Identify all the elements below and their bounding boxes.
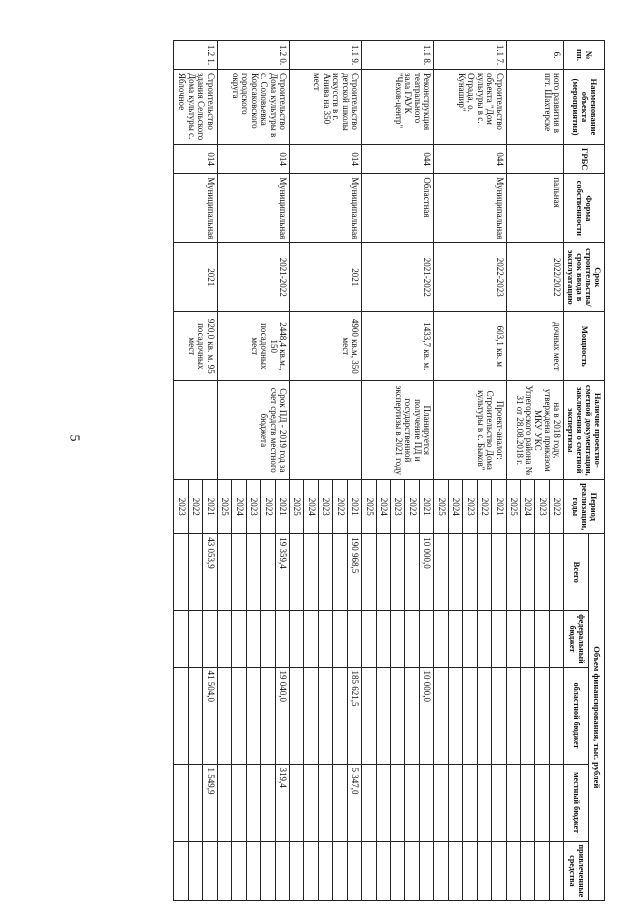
col-attracted: привлеченные средства: [564, 841, 589, 901]
col-total: Всего: [564, 534, 589, 611]
row-total: [304, 534, 318, 611]
row-federal: [549, 611, 563, 667]
row-year: 2023: [318, 480, 332, 534]
row-total: [376, 534, 390, 611]
row-term: 2022-2023: [434, 243, 506, 312]
row-federal: [188, 611, 202, 667]
row-design: Срок ПД - 2019 год за счет средств местного бюджета: [217, 381, 289, 480]
row-capacity: 603,1 кв. м: [434, 312, 506, 381]
row-attracted: [405, 841, 419, 901]
row-num: 1.2 1.: [174, 41, 217, 70]
row-year: 2024: [521, 480, 535, 534]
row-regional: [174, 667, 188, 764]
col-design: Наличие проектно-сметной документации, заключения о сметной экспертизы: [564, 381, 605, 480]
row-total: 19 359,4: [275, 534, 289, 611]
row-federal: [535, 611, 549, 667]
row-total: [492, 534, 506, 611]
table-row: [203, 41, 217, 901]
row-attracted: [188, 841, 202, 901]
row-year: 2024: [448, 480, 462, 534]
row-federal: [318, 611, 332, 667]
row-attracted: [290, 841, 304, 901]
row-grbs: 044: [362, 145, 434, 174]
col-ownership: Форма собственности: [564, 174, 605, 243]
row-regional: 19 040,0: [275, 667, 289, 764]
row-local: [506, 764, 520, 841]
col-period: Период реализации, годы: [564, 480, 605, 534]
row-year: 2023: [463, 480, 477, 534]
row-design: Проект-аналог: Строительство Дома культуры в с. Быков": [434, 381, 506, 480]
row-term: 2021: [174, 243, 217, 312]
row-total: [246, 534, 260, 611]
col-term: Срок строительства/срок ввода в эксплуатацию: [564, 243, 605, 312]
row-regional: 41 504,0: [203, 667, 217, 764]
row-regional: [188, 667, 202, 764]
row-total: [434, 534, 448, 611]
row-grbs: 014: [174, 145, 217, 174]
row-year: 2024: [376, 480, 390, 534]
row-local: 5 347,0: [347, 764, 361, 841]
row-num: 1.1 7.: [434, 41, 506, 70]
row-year: 2023: [246, 480, 260, 534]
row-year: 2024: [304, 480, 318, 534]
row-num: 1.2 0.: [217, 41, 289, 70]
row-local: [549, 764, 563, 841]
row-attracted: [463, 841, 477, 901]
row-local: [405, 764, 419, 841]
row-local: [232, 764, 246, 841]
row-attracted: [304, 841, 318, 901]
row-year: 2021: [347, 480, 361, 534]
row-year: 2025: [217, 480, 231, 534]
col-name: Наименование объекта (мероприятия): [564, 70, 605, 145]
row-regional: 185 621,5: [347, 667, 361, 764]
row-federal: [492, 611, 506, 667]
row-year: 2025: [506, 480, 520, 534]
row-term: 2021-2022: [217, 243, 289, 312]
row-total: [217, 534, 231, 611]
row-federal: [232, 611, 246, 667]
row-regional: [549, 667, 563, 764]
row-regional: [290, 667, 304, 764]
col-local: местный бюджет: [564, 764, 589, 841]
row-capacity: 4900 кв.м, 350 мест: [290, 312, 362, 381]
row-federal: [275, 611, 289, 667]
row-term: 2021-2022: [362, 243, 434, 312]
row-local: [492, 764, 506, 841]
row-local: [304, 764, 318, 841]
row-federal: [174, 611, 188, 667]
row-attracted: [246, 841, 260, 901]
row-regional: [521, 667, 535, 764]
row-name: Реконструкция театрального зала ГАУК "Чехов-центр": [362, 70, 434, 145]
table-row: [419, 41, 433, 901]
row-grbs: 044: [434, 145, 506, 174]
row-ownership: Областная: [362, 174, 434, 243]
row-name: Строительство детской школы искусств в г. Анива на 350 мест: [290, 70, 362, 145]
row-local: [217, 764, 231, 841]
row-num: 1.1 8.: [362, 41, 434, 70]
row-local: 1 549,9: [203, 764, 217, 841]
row-total: 10 000,0: [419, 534, 433, 611]
row-term: 2022/2022: [506, 243, 564, 312]
row-federal: [391, 611, 405, 667]
row-regional: [217, 667, 231, 764]
row-federal: [333, 611, 347, 667]
row-regional: [535, 667, 549, 764]
row-total: [506, 534, 520, 611]
row-regional: [448, 667, 462, 764]
row-federal: [246, 611, 260, 667]
row-attracted: [492, 841, 506, 901]
row-grbs: [506, 145, 564, 174]
row-year: 2025: [290, 480, 304, 534]
row-federal: [448, 611, 462, 667]
row-total: [362, 534, 376, 611]
row-regional: [362, 667, 376, 764]
row-regional: [304, 667, 318, 764]
row-local: [434, 764, 448, 841]
row-local: [521, 764, 535, 841]
row-attracted: [232, 841, 246, 901]
col-federal: федеральный бюджет: [564, 611, 589, 667]
row-attracted: [448, 841, 462, 901]
row-total: [477, 534, 491, 611]
row-federal: [477, 611, 491, 667]
row-federal: [419, 611, 433, 667]
row-local: [174, 764, 188, 841]
row-year: 2023: [174, 480, 188, 534]
row-year: 2023: [535, 480, 549, 534]
row-year: 2022: [333, 480, 347, 534]
row-local: [290, 764, 304, 841]
row-local: [376, 764, 390, 841]
row-total: [391, 534, 405, 611]
col-funding: Объем финансирования, тыс. рублей: [589, 534, 605, 901]
row-local: [333, 764, 347, 841]
row-name: ного развития в пгт. Шахтерске: [506, 70, 564, 145]
row-ownership: Муниципальная: [434, 174, 506, 243]
row-local: [188, 764, 202, 841]
row-regional: [405, 667, 419, 764]
row-regional: [463, 667, 477, 764]
row-total: [463, 534, 477, 611]
row-total: [261, 534, 275, 611]
row-federal: [203, 611, 217, 667]
row-total: [448, 534, 462, 611]
row-local: [535, 764, 549, 841]
row-regional: [506, 667, 520, 764]
table-row: [275, 41, 289, 901]
row-capacity: 1433,7 кв. м.: [362, 312, 434, 381]
row-total: 43 053,9: [203, 534, 217, 611]
row-federal: [434, 611, 448, 667]
row-total: [535, 534, 549, 611]
financing-table: [174, 40, 606, 901]
row-local: [477, 764, 491, 841]
row-total: [549, 534, 563, 611]
table-body: [174, 41, 564, 901]
row-name: Строительство Дома культуры в с. Соловьевка Корсаковского городского округа: [217, 70, 289, 145]
row-local: [362, 764, 376, 841]
col-capacity: Мощность: [564, 312, 605, 381]
row-attracted: [203, 841, 217, 901]
row-regional: [333, 667, 347, 764]
row-attracted: [275, 841, 289, 901]
row-federal: [362, 611, 376, 667]
row-attracted: [477, 841, 491, 901]
table-row: [549, 41, 563, 901]
row-regional: [434, 667, 448, 764]
row-attracted: [549, 841, 563, 901]
row-total: [232, 534, 246, 611]
row-attracted: [419, 841, 433, 901]
row-attracted: [217, 841, 231, 901]
row-design: Планируется получение ПД и государственной экспертизы в 2021 году: [362, 381, 434, 480]
row-federal: [347, 611, 361, 667]
row-attracted: [376, 841, 390, 901]
row-local: [246, 764, 260, 841]
row-num: 6.: [506, 41, 564, 70]
row-year: 2025: [362, 480, 376, 534]
row-local: 319,4: [275, 764, 289, 841]
row-year: 2021: [419, 480, 433, 534]
row-year: 2022: [549, 480, 563, 534]
row-local: [318, 764, 332, 841]
row-total: [174, 534, 188, 611]
row-name: Строительство здания Сельского Дома культуры с. Яблочное: [174, 70, 217, 145]
row-regional: [232, 667, 246, 764]
row-federal: [261, 611, 275, 667]
row-total: [318, 534, 332, 611]
table-row: [347, 41, 361, 901]
row-attracted: [521, 841, 535, 901]
row-total: [405, 534, 419, 611]
row-attracted: [347, 841, 361, 901]
row-regional: [318, 667, 332, 764]
row-ownership: Муниципальная: [290, 174, 362, 243]
page-number: 5: [66, 434, 82, 442]
row-total: 190 968,5: [347, 534, 361, 611]
row-capacity: 2448,4 кв.м., 150 посадочных мест: [217, 312, 289, 381]
row-regional: [246, 667, 260, 764]
row-local: [261, 764, 275, 841]
row-local: [448, 764, 462, 841]
row-federal: [217, 611, 231, 667]
table-row: [492, 41, 506, 901]
row-federal: [521, 611, 535, 667]
row-term: 2021: [290, 243, 362, 312]
row-grbs: 014: [290, 145, 362, 174]
row-ownership: Муниципальная: [174, 174, 217, 243]
row-local: [419, 764, 433, 841]
row-year: 2024: [232, 480, 246, 534]
row-federal: [463, 611, 477, 667]
row-name: Строительство объекта "Дом культуры в с. Отрада, о. Кунашир": [434, 70, 506, 145]
row-design: [174, 381, 217, 480]
row-regional: [376, 667, 390, 764]
row-year: 2023: [391, 480, 405, 534]
row-regional: [391, 667, 405, 764]
row-regional: 10 000,0: [419, 667, 433, 764]
row-year: 2022: [477, 480, 491, 534]
row-total: [333, 534, 347, 611]
row-total: [290, 534, 304, 611]
row-attracted: [391, 841, 405, 901]
row-grbs: 014: [217, 145, 289, 174]
row-capacity: дочных мест: [506, 312, 564, 381]
row-year: 2022: [188, 480, 202, 534]
row-year: 2022: [405, 480, 419, 534]
row-federal: [506, 611, 520, 667]
row-year: 2025: [434, 480, 448, 534]
row-regional: [477, 667, 491, 764]
row-attracted: [174, 841, 188, 901]
row-attracted: [362, 841, 376, 901]
row-local: [391, 764, 405, 841]
row-year: 2022: [261, 480, 275, 534]
row-federal: [405, 611, 419, 667]
row-attracted: [434, 841, 448, 901]
row-capacity: 920,0 кв. м. 95 посадочных мест: [174, 312, 217, 381]
row-attracted: [318, 841, 332, 901]
row-attracted: [506, 841, 520, 901]
row-attracted: [535, 841, 549, 901]
row-num: 1.1 9.: [290, 41, 362, 70]
row-year: 2021: [203, 480, 217, 534]
row-federal: [376, 611, 390, 667]
row-ownership: пальная: [506, 174, 564, 243]
row-total: [188, 534, 202, 611]
row-attracted: [333, 841, 347, 901]
row-year: 2021: [275, 480, 289, 534]
row-total: [521, 534, 535, 611]
col-grbs: ГРБС: [564, 145, 605, 174]
row-federal: [290, 611, 304, 667]
row-design: [290, 381, 362, 480]
row-federal: [304, 611, 318, 667]
row-regional: [492, 667, 506, 764]
row-ownership: Муниципальная: [217, 174, 289, 243]
col-num: № пп.: [564, 41, 605, 70]
row-year: 2021: [492, 480, 506, 534]
col-regional: областной бюджет: [564, 667, 589, 764]
row-regional: [261, 667, 275, 764]
row-local: [463, 764, 477, 841]
row-attracted: [261, 841, 275, 901]
row-design: на в 2018 году, утверждена приказом МКУ УКС Углегорского района № 31 от 28.08.2018 г.: [506, 381, 564, 480]
